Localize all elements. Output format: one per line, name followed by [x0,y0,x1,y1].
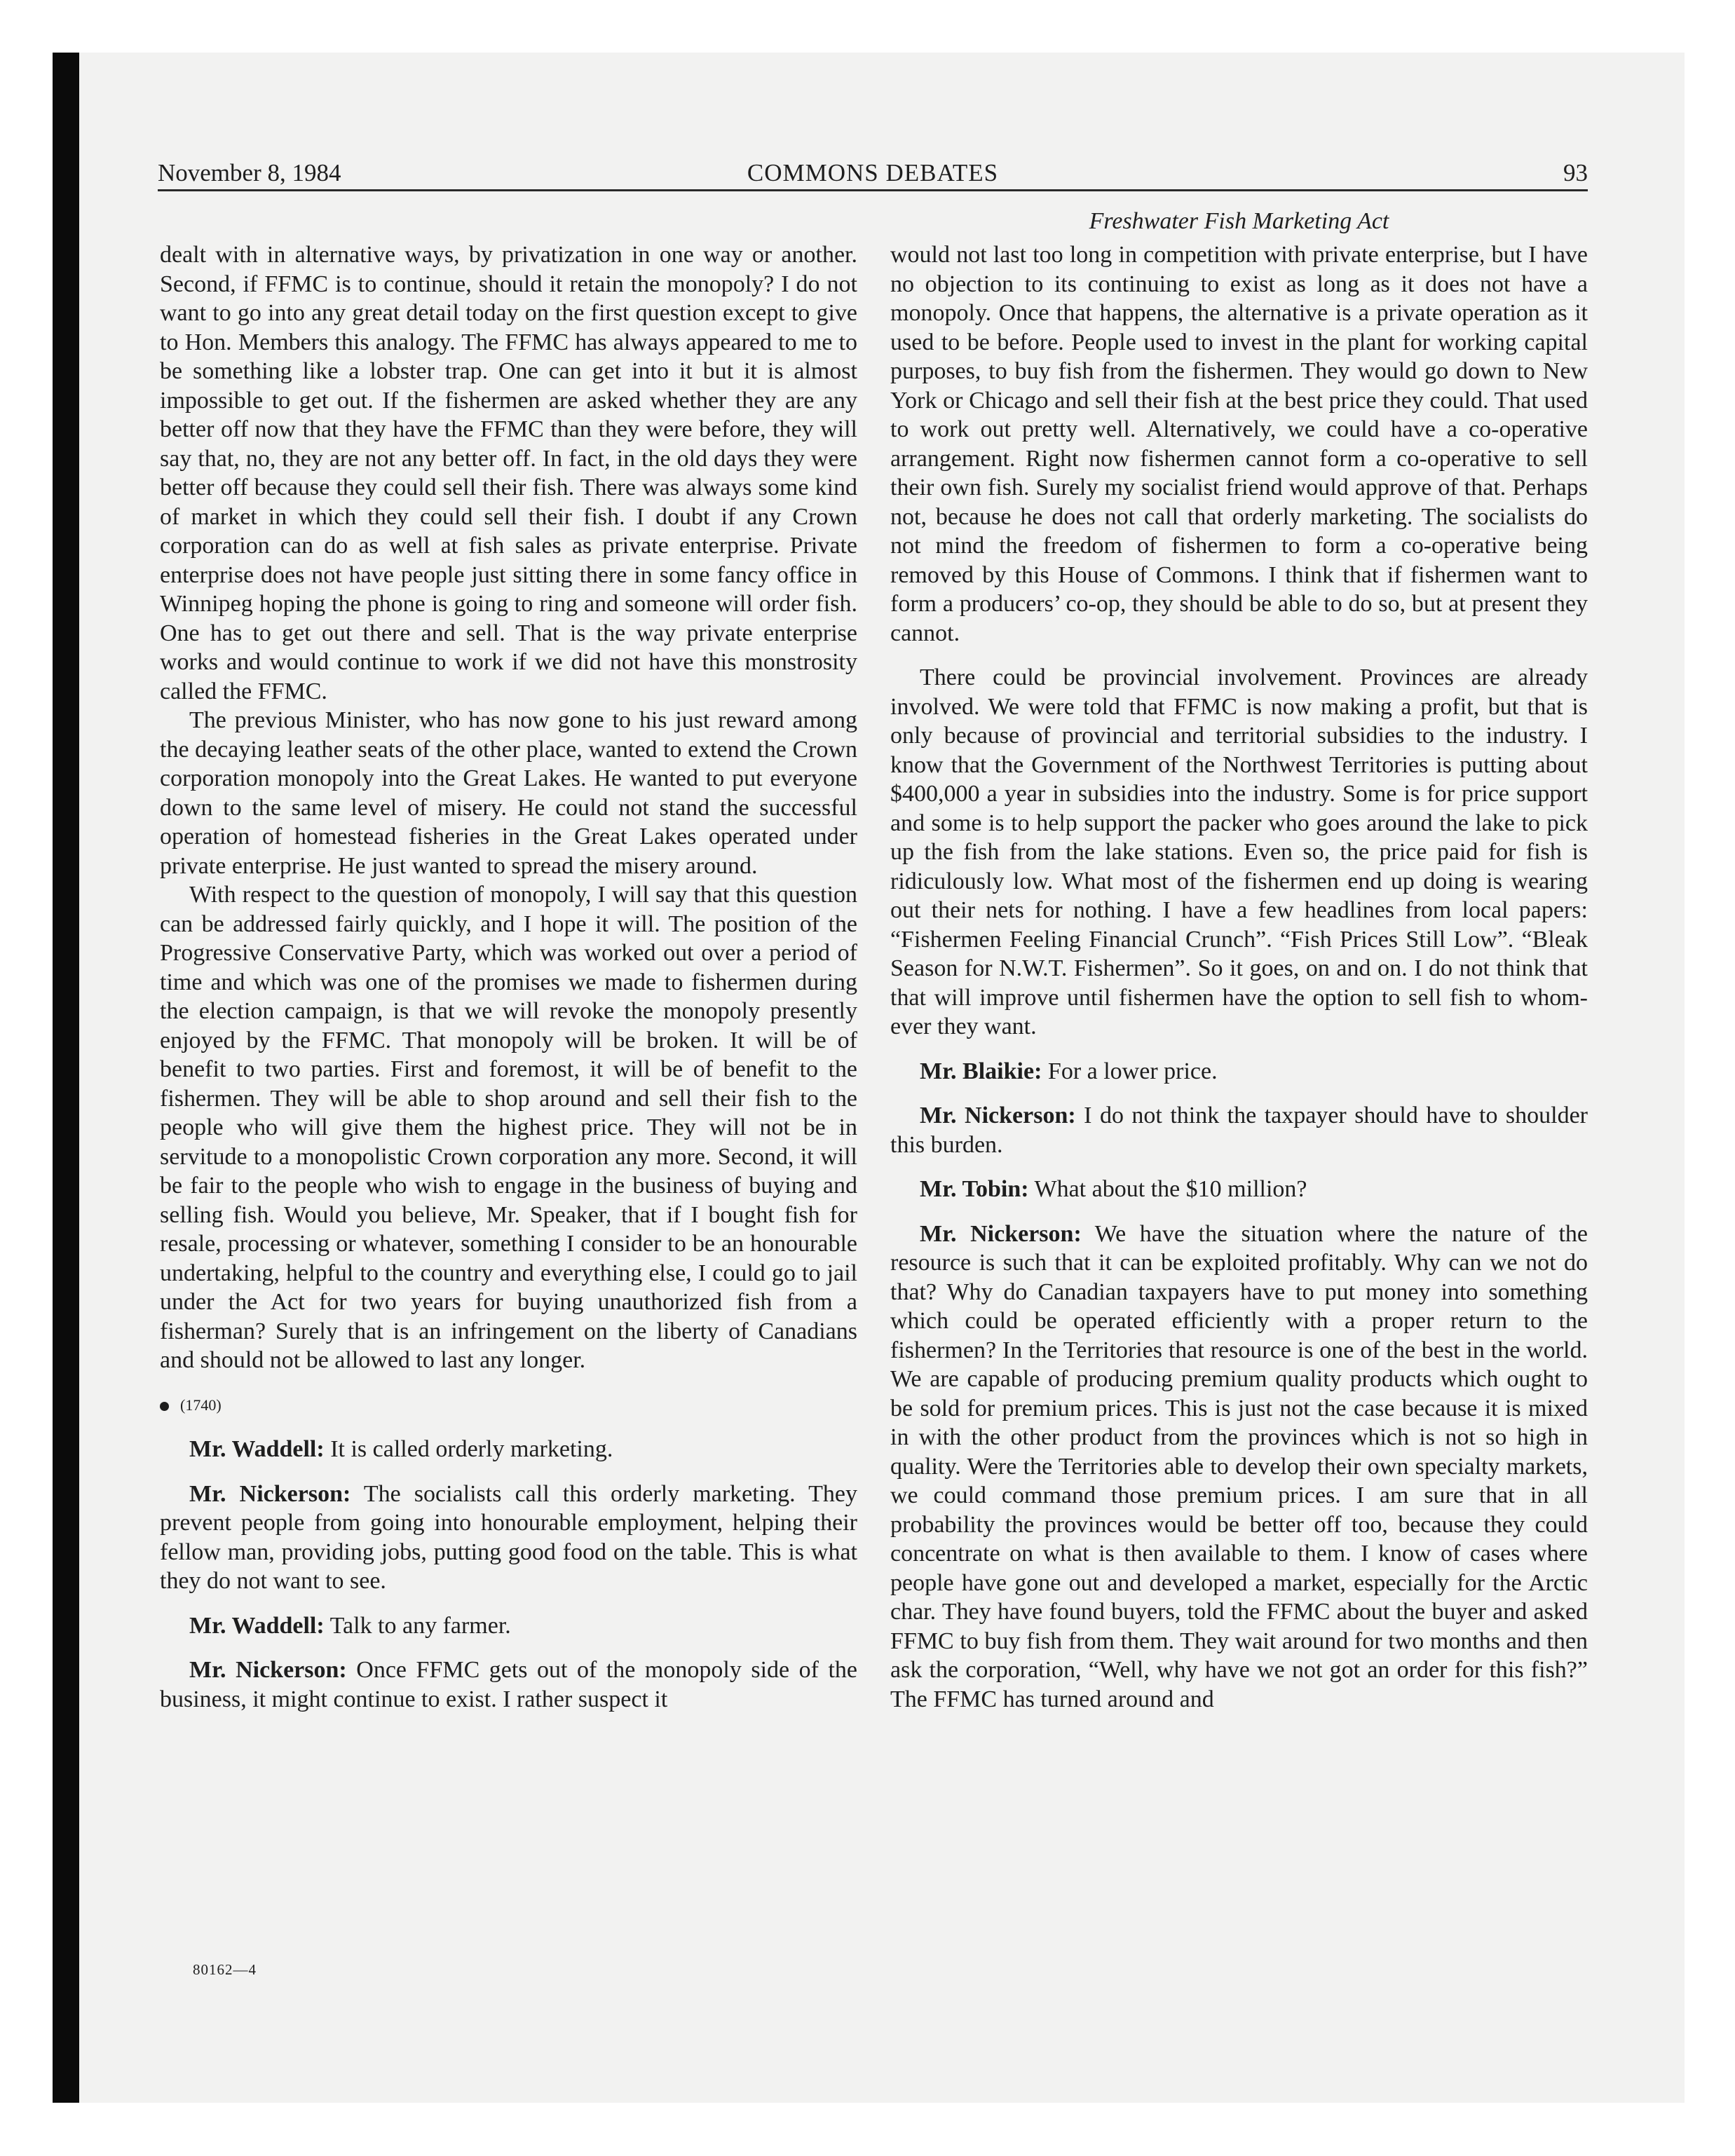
speaker-name: Mr. Blaikie: [920,1058,1042,1084]
speaker-name: Mr. Waddell: [189,1436,325,1462]
header-date: November 8, 1984 [158,159,341,186]
speech-text: What about the $10 million? [1034,1176,1307,1202]
paragraph: With respect to the question of monopoly, I will say that this question can be addressed fairly quickly, and I hope it will. The position of the Progressive Conservative Party, which was worked out over a period of time and which was one of the promises we made to fishermen during the election campaign, is that we will revoke the monopoly presently enjoyed by the FFMC. That monopoly will be broken. It will be of benefit to two parties. First and foremost, it will be of benefit to the fishermen. They will be able to shop around and sell their fish to the people who will give them the highest price. They will not be in servitude to a monopolistic Crown corporation any more. Second, it will be fair to the people who wish to engage in the business of buying and selling fish. Would you believe, Mr. Speaker, that if I bought fish for resale, processing or whatever, something I consider to be an honourable undertaking, helpful to the country and everything else, I could go to jail under the Act for two years for buying unauthorized fish from a fisherman? Surely that is an infringement on the liberty of Canadians and should not be allowed to last any longer. [160,882,857,1373]
timestamp-text: (1740) [180,1396,222,1414]
speech [890,1175,1588,1204]
running-head [158,156,1588,191]
speech [160,1480,857,1596]
speaker-name: Mr. Nickerson: [189,1657,347,1683]
speech-text: The socialists call this orderly marketing. They prevent people from going into honourable employment, helping their fellow man, providing jobs, putting good food on the table. This is what they do not want to see. [160,1480,857,1594]
speaker-name: Mr. Waddell: [189,1612,325,1639]
speech-text: We have the situation where the nature of the resource is such that it can be exploited profitably. Why can we not do that? Why do Canadian taxpayers have to put money into something which could be operated efficiently with a proper return to the fishermen? In the Territories that resource is one of the best in the world. We are capable of producing premium quality products which ought to be sold for premium prices. This is just not the case because it is mixed in with the other product from the provinces which is not so high in quality. Were the Territories able to develop their own specialty markets, we could command those premium prices. I am sure that in all probability the provinces would be better off too, because they could concentrate on what is then available to them. I know of cases where people have gone out and developed a market, especially for the Arctic char. They have found buyers, told the FFMC about the buyer and asked FFMC to buy fish from them. They wait around for two months and then ask the corporation, “Well, why have we not got an order for this fish?” The FFMC has turned around and [890,1220,1588,1712]
speaker-name: Mr. Tobin: [920,1176,1029,1202]
speech [160,1656,857,1714]
speech [890,1220,1588,1714]
section-title: Freshwater Fish Marketing Act [1089,208,1389,234]
paragraph: would not last too long in competition with private enterprise, but I have no objection to its continuing to exist as long as it does not have a monopoly. Once that happens, the alternative is a private operation as it used to be before. People used to invest in the plant for working capital purposes, to buy fish from the fishermen. They would go down to New York or Chicago and sell their fish at the best price they could. That used to work out pretty well. Alternatively, we could have a co-operative arrangement. Right now fishermen cannot form a co-operative to sell their own fish. Surely my socialist friend would approve of that. Perhaps not, because he does not call that orderly marketing. The socialists do not mind the freedom of fishermen to form a co-operative being removed by this House of Commons. I think that if fishermen want to form a producers’ co-op, they should be able to do so, but at present they cannot. [890,242,1588,646]
paragraph: The previous Minister, who has now gone to his just reward among the decaying leather seats of the other place, wanted to extend the Crown corporation monopoly into the Great Lakes. He wanted to put everyone down to the same level of misery. He could not stand the successful operation of homestead fisheries in the Great Lakes operated under private enterprise. He just wanted to spread the misery around. [160,707,857,879]
bullet-icon [160,1402,169,1411]
speaker-name: Mr. Nickerson: [920,1220,1082,1247]
speech-text: It is called orderly marketing. [330,1436,613,1462]
speech-text: For a lower price. [1047,1058,1218,1084]
scan-border [53,53,79,2103]
speech-text: Talk to any farmer. [329,1612,511,1639]
paragraph: There could be provincial involvement. Provinces are already involved. We were told that FFMC is now making a profit, but that is only because of provincial and territorial subsidies to the industry. I know that the Government of the Northwest Territories is putting about $400,000 a year in subsidies into the industry. Some is for price support and some is to help support the packer who goes around the lake to pick up the fish from the lake stations. Even so, the price paid for fish is ridiculously low. What most of the fishermen end up doing is wearing out their nets for nothing. I have a few headlines from local papers: “Fishermen Feeling Financial Crunch”. “Fish Prices Still Low”. “Bleak Season for N.W.T. Fishermen”. So it goes, on and on. I do not think that that will improve until fishermen have the option to sell fish to whomever they want. [890,664,1588,1039]
paragraph: dealt with in alternative ways, by privatization in one way or another. Second, if FFMC is to continue, should it retain the monopoly? I do not want to go into any great detail today on the first question except to give to Hon. Members this analogy. The FFMC has always appeared to me to be something like a lobster trap. One can get into it but it is almost impossible to get out. If the fishermen are asked whether they are any better off now that they have the FFMC than they were before, they will say that, no, they are not any better off. In fact, in the old days they were better off because they could sell their fish. There was always some kind of market in which they could sell their fish. I doubt if any Crown corporation can do as well at fish sales as private enterprise. Private enterprise does not have people just sitting there in some fancy office in Winnipeg hoping the phone is going to ring and someone will order fish. One has to get out there and sell. That is the way private enterprise works and would continue to work if we did not have this monstrosity called the FFMC. [160,242,857,704]
speech [890,1057,1588,1086]
speech [160,1435,857,1464]
speaker-name: Mr. Nickerson: [189,1480,351,1507]
speaker-name: Mr. Nickerson: [920,1103,1076,1128]
print-identifier: 80162—4 [193,1961,257,1978]
time-marker [160,1391,857,1420]
speech [890,1101,1588,1159]
header-rule [158,189,1588,191]
speech [160,1611,857,1641]
speech-text: I do not think the taxpayer should have to shoulder this burden. [890,1103,1588,1158]
page-number: 93 [1563,159,1588,186]
right-column [890,240,1588,1714]
header-publication: COMMONS DEBATES [747,159,999,186]
speech-text: Once FFMC gets out of the monopoly side of the business, it might continue to exist. I rather suspect it [160,1657,858,1712]
left-column [160,240,857,1714]
